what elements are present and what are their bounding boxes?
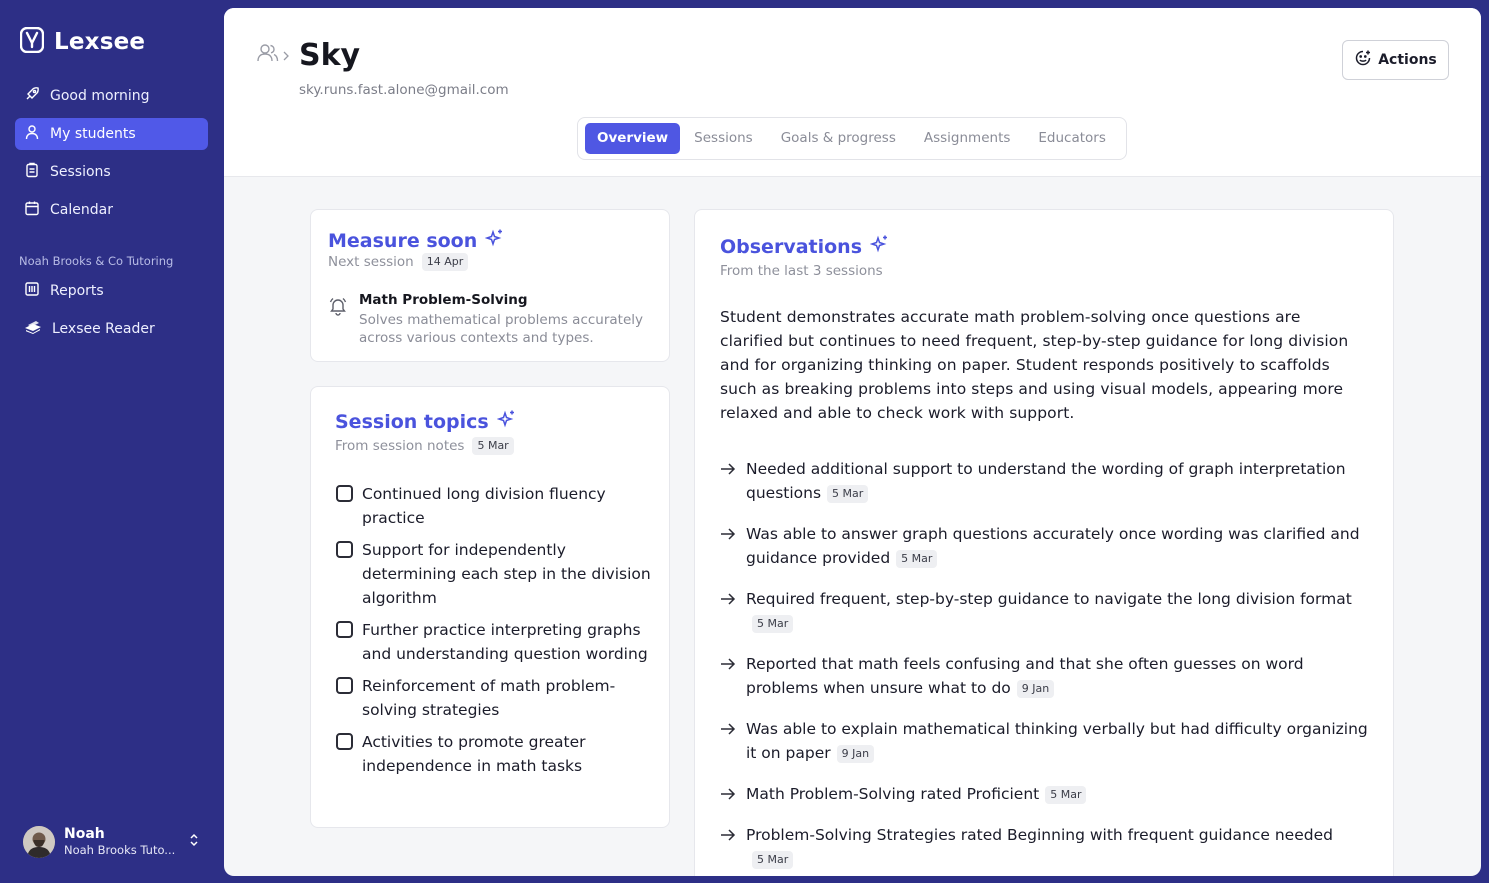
date-chip: 5 Mar — [896, 550, 937, 568]
observation-content — [746, 457, 1370, 505]
date-chip: 14 Apr — [422, 253, 469, 271]
list-item — [336, 538, 651, 610]
observation-content — [746, 823, 1370, 871]
list-item — [336, 674, 651, 722]
tab-educators[interactable]: Educators — [1038, 130, 1106, 146]
tab-bar — [577, 117, 1127, 160]
tab-sessions[interactable]: Sessions — [694, 130, 753, 146]
brand-name: Lexsee — [54, 29, 146, 55]
topic-text: Further practice interpreting graphs and understanding question wording — [362, 621, 648, 663]
nav-item-label: Lexsee Reader — [52, 321, 155, 337]
observation-text: Needed additional support to understand the wording of graph interpretation questions — [746, 460, 1346, 502]
measure-soon-card — [310, 209, 670, 362]
page-title: Sky — [299, 38, 361, 73]
list-item — [720, 587, 1370, 635]
skill-description: Solves mathematical problems accurately across various contexts and types. — [359, 312, 644, 346]
measure-soon-title — [328, 228, 505, 253]
reader-icon — [24, 319, 42, 339]
topic-text: Continued long division fluency practice — [362, 485, 606, 527]
date-chip: 9 Jan — [1017, 680, 1054, 698]
nav-item-calendar[interactable] — [15, 194, 208, 226]
nav-item-good-morning[interactable] — [15, 80, 208, 112]
date-chip: 5 Mar — [827, 485, 868, 503]
sparkle-icon — [870, 234, 890, 259]
reports-icon — [24, 281, 40, 301]
user-menu[interactable] — [23, 826, 203, 858]
observations-title — [720, 234, 890, 259]
nav-item-label: Reports — [50, 283, 104, 299]
org-nav — [15, 275, 208, 351]
source-label: From session notes — [335, 438, 465, 454]
topic-checkbox[interactable] — [336, 733, 353, 750]
chevron-right-icon — [282, 46, 290, 65]
lexsee-logo-icon — [20, 27, 44, 57]
observation-content — [746, 522, 1370, 570]
tab-goals-progress[interactable]: Goals & progress — [780, 130, 896, 146]
observation-text: Was able to explain mathematical thinking verbally but had difficulty organizing it on paper — [746, 720, 1368, 762]
topic-text: Activities to promote greater independence in math tasks — [362, 733, 586, 775]
list-item — [336, 730, 651, 778]
observation-text: Reported that math feels confusing and that she often guesses on word problems when unsure what to do — [746, 655, 1304, 697]
date-chip: 5 Mar — [752, 851, 793, 869]
arrow-right-icon — [720, 829, 736, 841]
student-email: sky.runs.fast.alone@gmail.com — [299, 82, 509, 98]
list-item — [336, 618, 651, 666]
observation-text: Problem-Solving Strategies rated Beginning with frequent guidance needed — [746, 826, 1333, 844]
rocket-icon — [24, 86, 40, 106]
user-name: Noah — [64, 826, 105, 842]
list-item — [720, 457, 1370, 505]
nav-item-label: My students — [50, 126, 136, 142]
list-item — [720, 823, 1370, 871]
user-icon — [24, 124, 40, 144]
arrow-right-icon — [720, 593, 736, 605]
sparkle-icon — [485, 228, 505, 253]
sparkle-icon — [497, 409, 517, 434]
skill-name: Math Problem-Solving — [359, 292, 528, 308]
session-topics-source — [335, 437, 514, 455]
user-org: Noah Brooks Tuto... — [64, 843, 176, 857]
date-chip: 9 Jan — [837, 745, 874, 763]
observation-text: Was able to answer graph questions accurately once wording was clarified and guidance provided — [746, 525, 1360, 567]
clipboard-icon — [24, 162, 40, 182]
students-icon — [256, 43, 280, 67]
date-chip: 5 Mar — [472, 437, 513, 455]
bell-icon — [328, 296, 348, 320]
calendar-icon — [24, 200, 40, 220]
session-topics-title — [335, 409, 517, 434]
nav-item-label: Calendar — [50, 202, 113, 218]
chevron-up-down-icon[interactable] — [188, 832, 200, 852]
actions-button[interactable] — [1342, 40, 1449, 80]
topic-checkbox[interactable] — [336, 621, 353, 638]
nav-item-my-students[interactable] — [15, 118, 208, 150]
card-title-text: Observations — [720, 235, 863, 258]
list-item — [720, 652, 1370, 700]
observation-content — [746, 782, 1086, 806]
list-item — [336, 482, 651, 530]
list-item — [720, 782, 1370, 806]
observation-text: Math Problem-Solving rated Proficient — [746, 785, 1040, 803]
avatar — [23, 826, 55, 858]
topic-checkbox[interactable] — [336, 677, 353, 694]
topic-list — [336, 482, 651, 786]
main-panel — [224, 8, 1481, 876]
sidebar — [0, 0, 224, 883]
arrow-right-icon — [720, 723, 736, 735]
next-session-row — [328, 253, 468, 271]
observation-content — [746, 652, 1370, 700]
brand[interactable] — [20, 27, 145, 57]
topic-checkbox[interactable] — [336, 541, 353, 558]
list-item — [720, 522, 1370, 570]
arrow-right-icon — [720, 463, 736, 475]
card-title-text: Measure soon — [328, 229, 478, 252]
topic-text: Reinforcement of math problem-solving strategies — [362, 677, 616, 719]
breadcrumb[interactable] — [256, 43, 290, 67]
session-topics-card — [310, 386, 670, 828]
observation-content — [746, 717, 1370, 765]
student-header — [224, 8, 1481, 177]
card-title-text: Session topics — [335, 410, 489, 433]
arrow-right-icon — [720, 528, 736, 540]
smile-plus-icon — [1354, 49, 1372, 71]
nav-item-sessions[interactable] — [15, 156, 208, 188]
user-info — [64, 826, 182, 858]
main-nav — [15, 80, 208, 232]
tab-overview[interactable]: Overview — [585, 123, 680, 154]
topic-checkbox[interactable] — [336, 485, 353, 502]
actions-label: Actions — [1378, 52, 1437, 68]
arrow-right-icon — [720, 658, 736, 670]
nav-item-lexsee-reader[interactable] — [15, 313, 208, 345]
observations-subtitle: From the last 3 sessions — [720, 263, 883, 279]
nav-section-label: Noah Brooks & Co Tutoring — [19, 254, 174, 268]
observations-card — [694, 209, 1394, 876]
list-item — [720, 717, 1370, 765]
nav-item-label: Sessions — [50, 164, 111, 180]
observation-list — [720, 457, 1370, 876]
nav-item-reports[interactable] — [15, 275, 208, 307]
next-session-label: Next session — [328, 254, 414, 270]
observation-text: Required frequent, step-by-step guidance to navigate the long division format — [746, 590, 1352, 608]
observation-content — [746, 587, 1370, 635]
arrow-right-icon — [720, 788, 736, 800]
tab-assignments[interactable]: Assignments — [923, 130, 1011, 146]
observations-summary: Student demonstrates accurate math problem-solving once questions are clarified but continues to need frequent, step-by-step guidance for long division and for organizing thinking on paper. Student responds positively to scaffolds such as breaking problems into steps and using visual models, appearing more relaxed and able to check work with support. — [720, 308, 1349, 422]
date-chip: 5 Mar — [1045, 786, 1086, 804]
topic-text: Support for independently determining each step in the division algorithm — [362, 541, 651, 607]
date-chip: 5 Mar — [752, 615, 793, 633]
nav-item-label: Good morning — [50, 88, 150, 104]
